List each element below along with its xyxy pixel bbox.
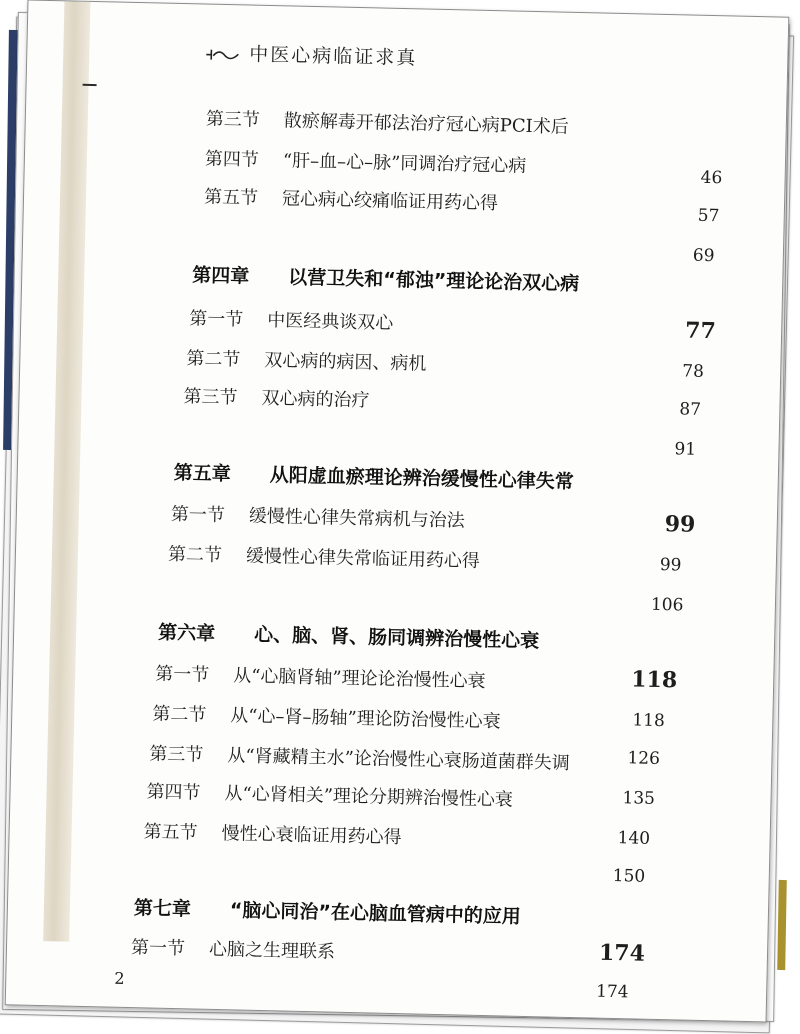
section-label: 第一节 [189,308,244,331]
toc-chapter[interactable] [174,458,575,494]
toc-chapter[interactable] [192,260,579,296]
section-label: 第五节 [203,186,259,209]
chapter-title: 从阳虚血瘀理论辨治缓慢性心律失常 [269,464,574,493]
chapter-label: 第七章 [133,897,192,921]
chapter-title: “脑心同治”在心脑血管病中的应用 [229,899,522,928]
book-title: 中医心病临证求真 [249,43,418,70]
entry-title: 慢性心衰临证用药心得 [221,823,402,849]
entry-title: 双心病的病因、病机 [264,349,427,375]
toc-entry[interactable] [149,739,570,775]
page-number: 99 [659,554,682,576]
toc-entry[interactable] [183,382,370,412]
toc-entry[interactable] [204,183,499,216]
toc-entry[interactable] [143,817,402,849]
toc-entry[interactable] [131,933,336,964]
toc-page [5,0,790,1023]
page-number: 91 [674,439,697,460]
entry-title: 从“心肾相关”理论分期辨治慢性心衰 [224,783,514,811]
toc-entry[interactable] [168,540,481,573]
toc-entry[interactable] [171,500,466,533]
page-number: 118 [630,666,678,694]
entry-title: 从“心–肾–肠轴”理论防治慢性心衰 [230,705,501,733]
chapter-title: 心、脑、肾、肠同调辨治慢性心衰 [253,623,540,653]
entry-title: 从“肾藏精主水”论治慢性心衰肠道菌群失调 [227,745,570,774]
section-label: 第一节 [170,503,226,527]
page-number: 174 [595,981,629,1003]
chapter-label: 第六章 [157,621,216,645]
entry-title: 缓慢性心律失常临证用药心得 [245,545,481,572]
running-header [205,39,418,71]
book-cover-edge [777,880,787,970]
page-spine-shadow [43,0,91,942]
toc-chapter[interactable] [134,893,521,929]
page-number: 106 [650,594,684,616]
page-number: 99 [664,511,696,538]
page-number: 69 [692,245,715,267]
entry-title: “肝–血–心–脉”同调治疗冠心病 [282,150,527,177]
toc-chapter[interactable] [158,618,540,654]
toc-entry[interactable] [205,145,527,178]
spine-mark [83,84,97,86]
section-label: 第三节 [149,743,204,766]
section-label: 第二节 [167,543,223,567]
toc-entry[interactable] [189,304,394,335]
page-number: 77 [684,317,717,345]
page-number: 78 [682,361,705,382]
section-label: 第三节 [183,386,238,409]
page-number: 150 [612,865,646,887]
page-number: 140 [617,828,651,849]
page-number: 118 [632,710,665,732]
section-label: 第四节 [204,148,260,171]
entry-title: 缓慢性心律失常病机与治法 [248,505,466,532]
entry-title: 从“心脑肾轴”理论论治慢性心衰 [232,665,486,693]
page-number: 46 [700,167,723,189]
wave-ornament-icon [205,48,239,61]
section-label: 第四节 [146,781,201,804]
entry-title: 双心病的治疗 [261,387,370,412]
section-label: 第二节 [152,703,207,726]
entry-title: 中医经典谈双心 [267,310,394,334]
entry-title: 散瘀解毒开郁法治疗冠心病PCI术后 [283,110,569,138]
entry-title: 心脑之生理联系 [208,938,336,963]
toc-entry[interactable] [146,777,513,811]
page-number: 87 [679,399,702,420]
toc-entry[interactable] [155,660,486,693]
section-label: 第一节 [155,663,210,686]
page-number: 174 [598,939,646,967]
chapter-label: 第四章 [192,264,250,288]
section-label: 第二节 [186,348,241,371]
chapter-title: 以营卫失和“郁浊”理论论治双心病 [288,266,580,296]
toc-entry[interactable] [186,344,427,375]
footer-page-number: 2 [114,968,125,988]
section-label: 第三节 [205,108,261,131]
chapter-label: 第五章 [173,461,232,486]
toc-entry[interactable] [152,700,501,734]
page-number: 57 [697,205,720,227]
page-number: 126 [627,748,661,770]
page-number: 135 [622,788,656,809]
section-label: 第一节 [130,937,186,960]
section-label: 第五节 [143,821,198,844]
toc-entry[interactable] [206,105,569,139]
entry-title: 冠心病心绞痛临证用药心得 [281,188,499,215]
